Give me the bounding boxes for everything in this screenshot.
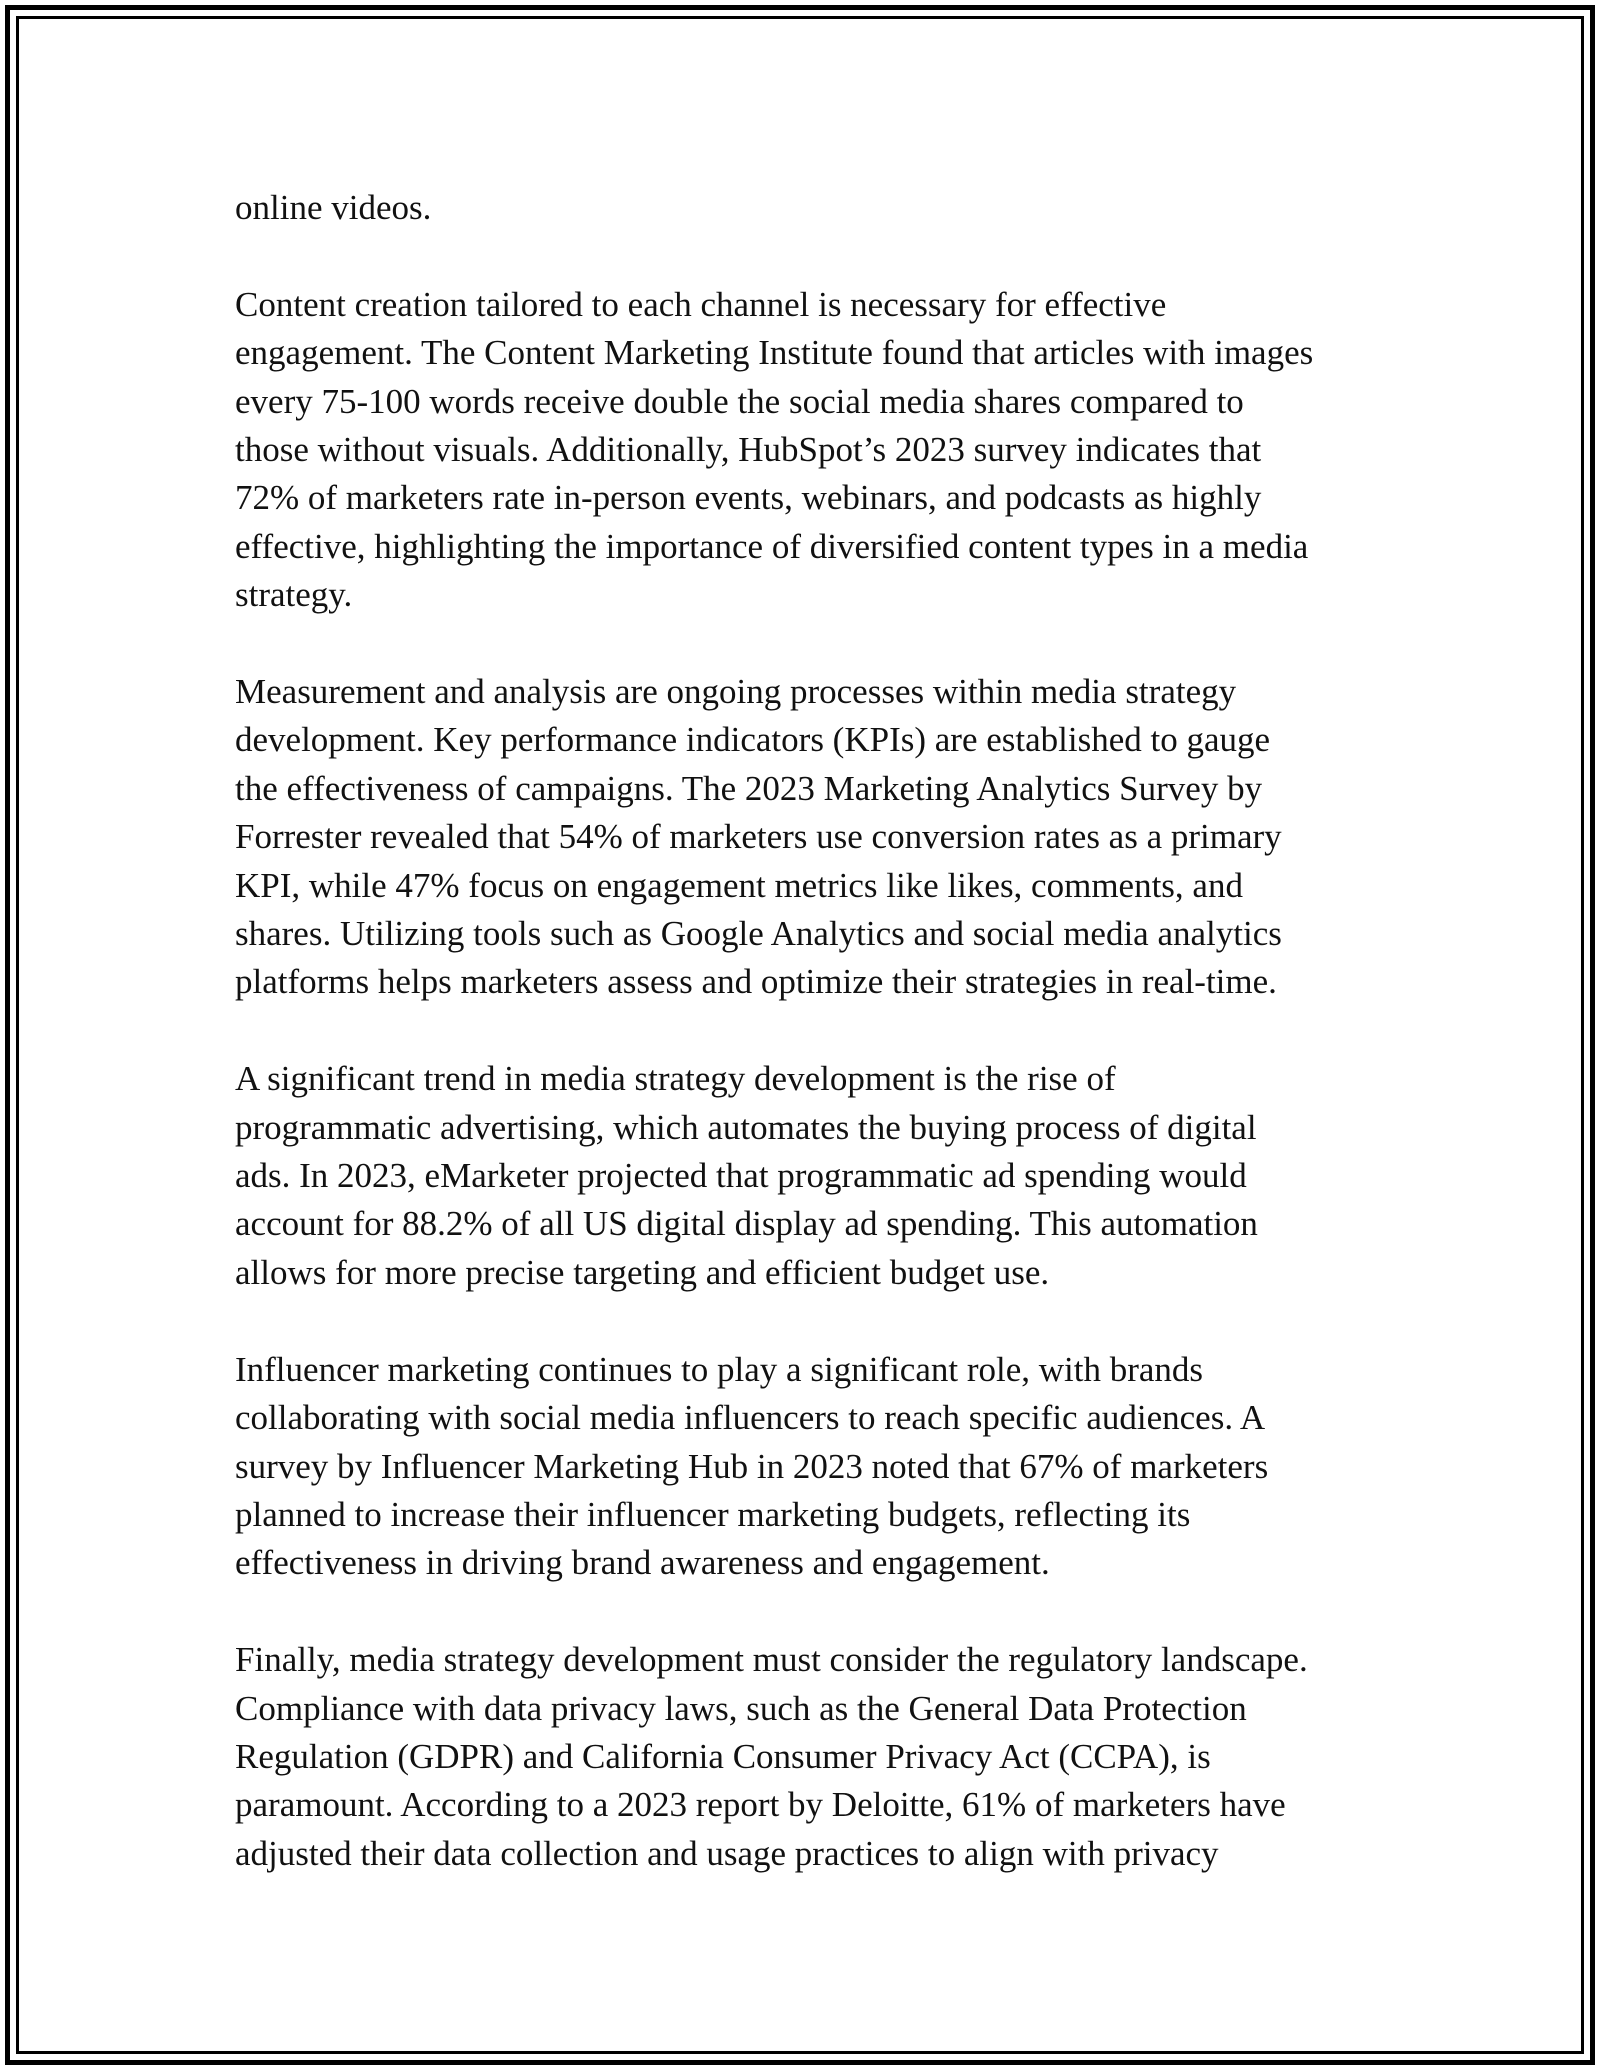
text-line: Regulation (GDPR) and California Consumer Privacy Act (CCPA), is (235, 1736, 1211, 1776)
text-line: effectiveness in driving brand awareness and engagement. (235, 1543, 1050, 1583)
text-line: engagement. The Content Marketing Institute found that articles with images (235, 333, 1314, 373)
text-line: platforms helps marketers assess and optimize their strategies in real-time. (235, 962, 1277, 1002)
document-body (235, 184, 1385, 1878)
text-line: planned to increase their influencer marketing budgets, reflecting its (235, 1494, 1191, 1534)
text-line: Content creation tailored to each channel is necessary for effective (235, 284, 1167, 324)
paragraph (235, 668, 1385, 1007)
text-line: KPI, while 47% focus on engagement metrics like likes, comments, and (235, 865, 1243, 905)
text-line: Forrester revealed that 54% of marketers use conversion rates as a primary (235, 817, 1282, 857)
text-line: strategy. (235, 575, 353, 615)
text-line: Measurement and analysis are ongoing processes within media strategy (235, 672, 1237, 712)
text-line: A significant trend in media strategy development is the rise of (235, 1059, 1116, 1099)
text-line: Compliance with data privacy laws, such as the General Data Protection (235, 1688, 1247, 1728)
text-line: account for 88.2% of all US digital display ad spending. This automation (235, 1204, 1258, 1244)
text-line: the effectiveness of campaigns. The 2023 Marketing Analytics Survey by (235, 768, 1263, 808)
text-line: adjusted their data collection and usage practices to align with privacy (235, 1833, 1219, 1873)
text-line: allows for more precise targeting and efficient budget use. (235, 1252, 1050, 1292)
text-line: Influencer marketing continues to play a significant role, with brands (235, 1349, 1204, 1389)
text-line: those without visuals. Additionally, HubSpot’s 2023 survey indicates that (235, 430, 1262, 470)
text-line: every 75-100 words receive double the social media shares compared to (235, 381, 1244, 421)
paragraph (235, 1055, 1385, 1297)
text-line: online videos. (235, 188, 432, 227)
paragraph (235, 1346, 1385, 1588)
paragraph (235, 184, 1385, 232)
text-line: survey by Influencer Marketing Hub in 2023 noted that 67% of marketers (235, 1446, 1269, 1486)
text-line: 72% of marketers rate in-person events, webinars, and podcasts as highly (235, 478, 1262, 518)
paragraph (235, 281, 1385, 620)
text-line: shares. Utilizing tools such as Google Analytics and social media analytics (235, 914, 1282, 954)
text-line: ads. In 2023, eMarketer projected that programmatic ad spending would (235, 1156, 1247, 1196)
text-line: paramount. According to a 2023 report by Deloitte, 61% of marketers have (235, 1785, 1286, 1825)
paragraph (235, 1636, 1385, 1878)
text-line: collaborating with social media influencers to reach specific audiences. A (235, 1398, 1266, 1438)
text-line: programmatic advertising, which automates the buying process of digital (235, 1107, 1257, 1147)
text-line: effective, highlighting the importance of diversified content types in a media (235, 526, 1309, 566)
text-line: Finally, media strategy development must consider the regulatory landscape. (235, 1640, 1308, 1680)
text-line: development. Key performance indicators (KPIs) are established to gauge (235, 720, 1271, 760)
